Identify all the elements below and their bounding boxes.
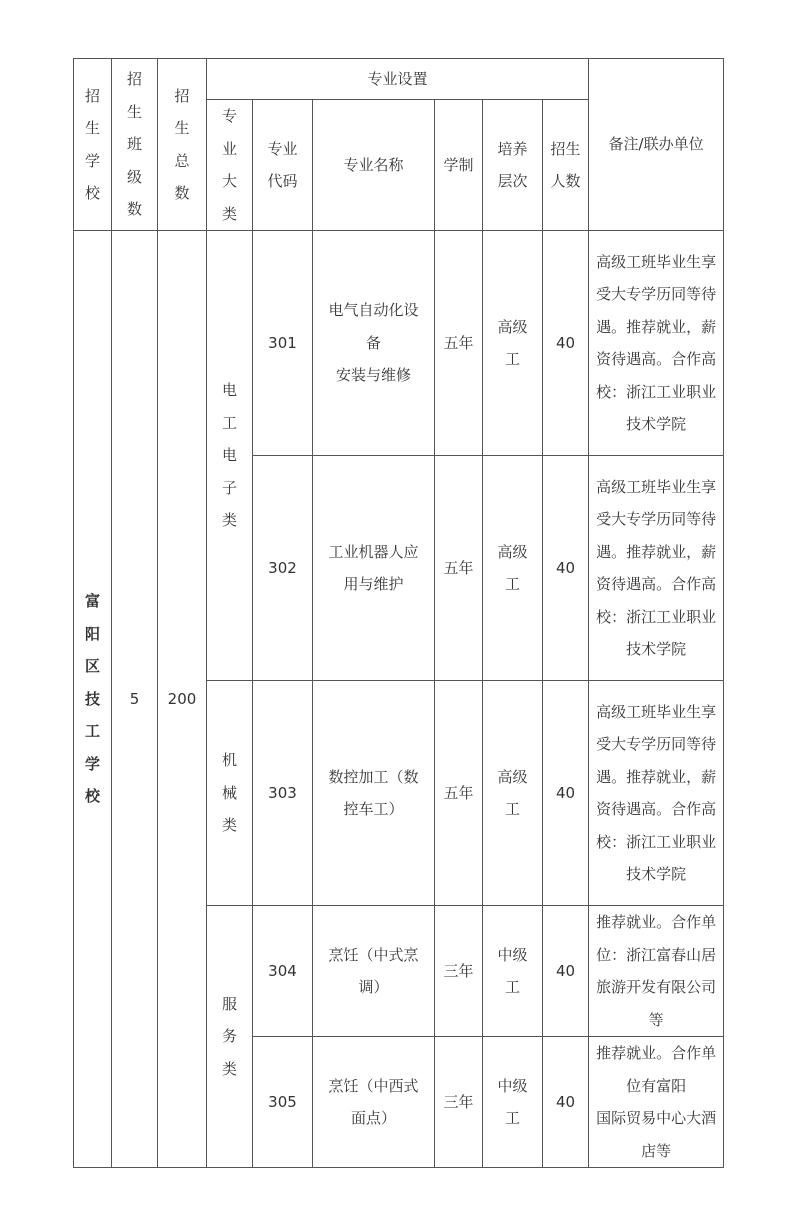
code-cell: 305: [253, 1037, 313, 1168]
header-level-text: 培养层次: [497, 139, 528, 190]
header-level: [483, 100, 543, 231]
category-cell: [207, 906, 253, 1168]
header-name: 专业名称: [313, 100, 435, 231]
name-cell: [313, 1037, 435, 1168]
header-category-text: 专业大类: [221, 107, 237, 223]
level-cell: [483, 681, 543, 906]
header-school-text: 招生学校: [84, 86, 100, 202]
name-cell: [313, 456, 435, 681]
name-line-1: 电气自动化设备: [328, 301, 419, 352]
name-cell: [313, 906, 435, 1037]
remark-cell: 高级工班毕业生享受大专学历同等待遇。推荐就业，薪资待遇高。合作高校：浙江工业职业技术学院: [589, 231, 724, 456]
header-duration: 学制: [435, 100, 483, 231]
quota-cell: 40: [543, 456, 589, 681]
level-cell: [483, 456, 543, 681]
name-text: 烹饪（中式烹调）: [328, 945, 419, 996]
level-cell: [483, 906, 543, 1037]
code-cell: 301: [253, 231, 313, 456]
school-name-text: 富阳区技工学校: [84, 592, 100, 806]
name-cell: [313, 681, 435, 906]
name-line-2: 安装与维修: [335, 366, 411, 385]
header-classes-text: 招生班级数: [126, 70, 142, 219]
header-remark: 备注/联办单位: [589, 59, 724, 231]
level-cell: [483, 1037, 543, 1168]
name-text: 烹饪（中西式面点）: [328, 1076, 419, 1127]
school-classes: 5: [112, 231, 158, 1168]
level-text: 高级工: [497, 767, 528, 818]
category-text: 电工电子类: [221, 381, 237, 530]
quota-cell: 40: [543, 1037, 589, 1168]
level-text: 中级工: [497, 1076, 528, 1127]
school-name: [74, 231, 112, 1168]
category-cell: [207, 681, 253, 906]
level-text: 高级工: [497, 317, 528, 368]
remark-cell: 高级工班毕业生享受大专学历同等待遇。推荐就业，薪资待遇高。合作高校：浙江工业职业技术学院: [589, 456, 724, 681]
duration-cell: 五年: [435, 681, 483, 906]
quota-cell: 40: [543, 681, 589, 906]
quota-cell: 40: [543, 906, 589, 1037]
code-cell: 302: [253, 456, 313, 681]
duration-cell: 三年: [435, 1037, 483, 1168]
remark-line-2: 国际贸易中心大酒店等: [596, 1109, 717, 1160]
header-row-1: [74, 59, 724, 100]
header-setup: 专业设置: [207, 59, 589, 100]
name-text: 数控加工（数控车工）: [328, 767, 419, 818]
header-category: [207, 100, 253, 231]
level-text: 高级工: [497, 542, 528, 593]
quota-cell: 40: [543, 231, 589, 456]
remark-cell: 推荐就业。合作单位：浙江富春山居旅游开发有限公司等: [589, 906, 724, 1037]
header-classes: [112, 59, 158, 231]
table-row: [74, 231, 724, 456]
duration-cell: 五年: [435, 456, 483, 681]
category-cell: [207, 231, 253, 681]
header-code-text: 专业代码: [267, 139, 298, 190]
duration-cell: 五年: [435, 231, 483, 456]
duration-cell: 三年: [435, 906, 483, 1037]
code-cell: 304: [253, 906, 313, 1037]
header-quota: [543, 100, 589, 231]
remark-cell: 高级工班毕业生享受大专学历同等待遇。推荐就业，薪资待遇高。合作高校：浙江工业职业技术学院: [589, 681, 724, 906]
header-total-text: 招生总数: [174, 86, 190, 202]
remark-line-1: 推荐就业。合作单位有富阳: [596, 1044, 717, 1095]
remark-cell: [589, 1037, 724, 1168]
category-text: 服务类: [221, 994, 237, 1078]
header-code: [253, 100, 313, 231]
enrollment-table: [73, 58, 724, 1168]
category-text: 机械类: [221, 751, 237, 835]
code-cell: 303: [253, 681, 313, 906]
level-cell: [483, 231, 543, 456]
level-text: 中级工: [497, 945, 528, 996]
name-cell: [313, 231, 435, 456]
header-quota-text: 招生人数: [550, 139, 581, 190]
header-school: [74, 59, 112, 231]
header-total: [158, 59, 207, 231]
name-text: 工业机器人应用与维护: [328, 542, 419, 593]
school-total: 200: [158, 231, 207, 1168]
